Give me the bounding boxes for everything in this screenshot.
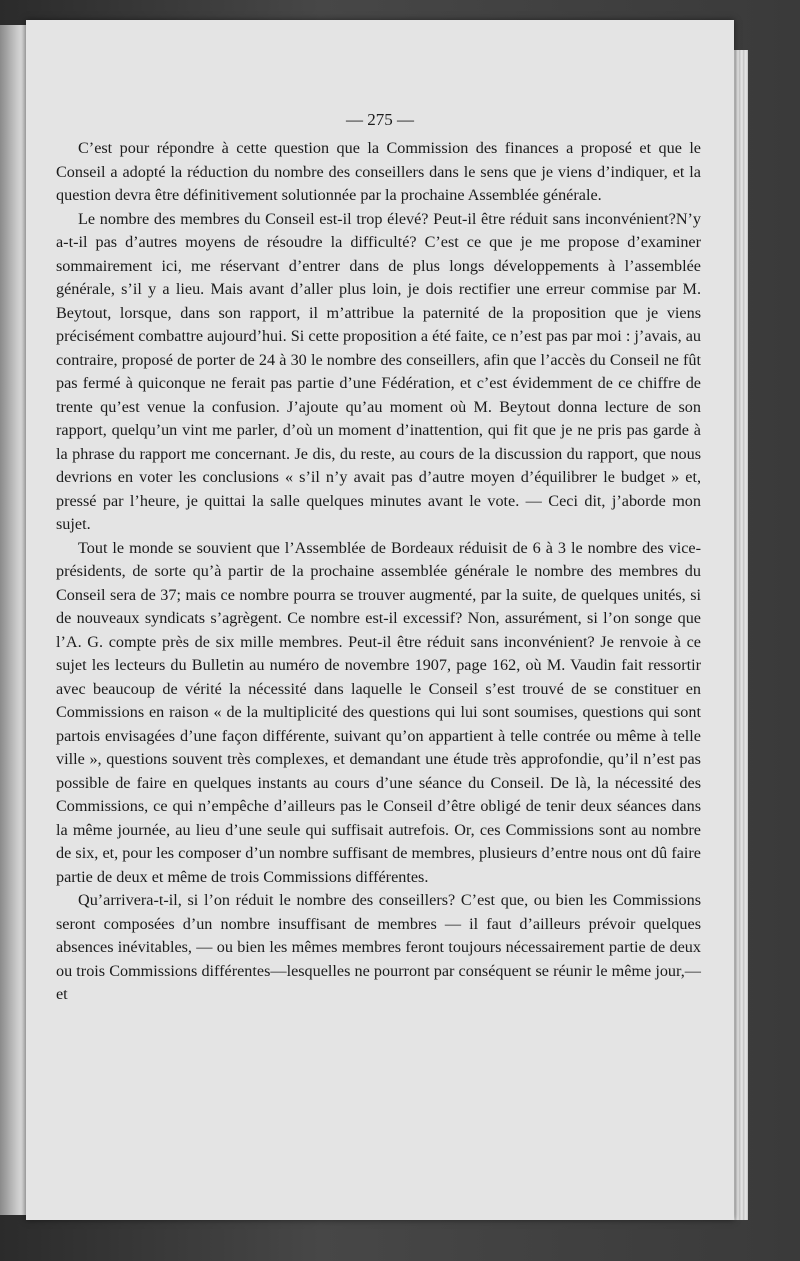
paragraph-2: Le nombre des membres du Conseil est-il trop élevé? Peut-il être réduit sans inconvénient?N’y a-t-il pas d’autres moyens de résoudre la difficulté? C’est ce que je me propose d’examiner sommairement ici, me réservant d’entrer dans de plus longs développements à l’assemblée générale, s’il y a lieu. Mais avant d’aller plus loin, je dois rectifier une erreur commise par M. Beytout, lorsque, dans son rapport, il m’attribue la paternité de la proposition que je viens précisément combattre aujourd’hui. Si cette proposition a été faite, ce n’est pas par moi : j’avais, au contraire, proposé de porter de 24 à 30 le nombre des conseillers, afin que l’accès du Conseil ne fût pas fermé à quiconque ne ferait pas partie d’une Fédération, et c’est évidemment de ce chiffre de trente qu’est venue la confusion. J’ajoute qu’au moment où M. Beytout donna lecture de son rapport, quelqu’un vint me parler, d’où un moment d’inattention, qui fit que je ne pris pas garde à la phrase du rapport me concernant. Je dis, du reste, au cours de la discussion du rapport, que nous devrions en voter les conclusions « s’il n’y avait pas d’autre moyen d’équilibrer le budget » et, pressé par l’heure, je quittai la salle quelques minutes avant le vote. — Ceci dit, j’aborde mon sujet. (56, 209, 701, 533)
body-text (56, 115, 701, 1007)
document-page (26, 20, 734, 1220)
paragraph-1: C’est pour répondre à cette question que la Commission des finances a proposé et que le Conseil a adopté la réduction du nombre des conseillers dans le sens que je viens d’indiquer, et la question devra être définitivement solutionnée par la prochaine Assemblée générale. (56, 139, 701, 204)
paragraph-3: Tout le monde se souvient que l’Assemblée de Bordeaux réduisit de 6 à 3 le nombre des vice-présidents, de sorte qu’à partir de la prochaine assemblée générale le nombre des membres du Conseil sera de 37; mais ce nombre pourra se trouver augmenté, par la suite, de quelques unités, si de nouveaux syndicats s’agrègent. Ce nombre est-il excessif? Non, assurément, si l’on songe que l’A. G. compte près de six mille membres. Peut-il être réduit sans inconvénient? Je renvoie à ce sujet les lecteurs du Bulletin au numéro de novembre 1907, page 162, où M. Vaudin fait ressortir avec beaucoup de vérité la nécessité dans laquelle le Conseil s’est trouvé de se constituer en Commissions en raison « de la multiplicité des questions qui lui sont soumises, questions qui sont partois envisagées d’une façon différente, suivant qu’on appartient à telle contrée ou même à telle ville », questions souvent très complexes, et demandant une étude très approfondie, qu’il n’est pas possible de faire en quelques instants au cours d’une séance du Conseil. De là, la nécessité des Commissions, ce qui n’empêche d’ailleurs pas le Conseil d’être obligé de tenir deux séances dans la même journée, au lieu d’une seule qui suffisait autrefois. Or, ces Commissions sont au nombre de six, et, pour les composer d’un nombre suffisant de membres, plusieurs d’entre nous ont dû faire partie de deux et même de trois Commissions différentes. (56, 538, 701, 886)
page-number: — 275 — (346, 110, 414, 129)
paragraph-4: Qu’arrivera-t-il, si l’on réduit le nombre des conseillers? C’est que, ou bien les Commissions seront composées d’un nombre insuffisant de membres — il faut d’ailleurs prévoir quelques absences inévitables, — ou bien les mêmes membres feront toujours nécessairement partie de deux ou trois Commissions différentes—lesquelles ne pourront par conséquent se réunir le même jour,— et (56, 891, 701, 1003)
